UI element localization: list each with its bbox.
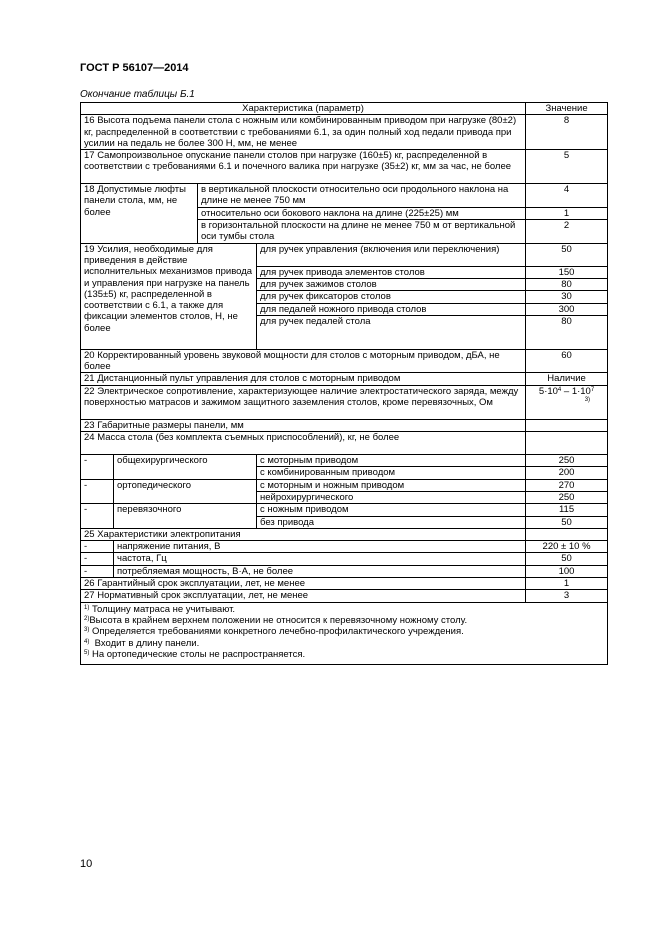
table-row — [81, 541, 608, 553]
row-18-value-1: 4 — [526, 184, 608, 208]
row-19-value-3: 80 — [526, 278, 608, 290]
row-19-value-4: 30 — [526, 291, 608, 303]
row-24-g1-sub-2: с комбинированным приводом — [257, 467, 526, 479]
row-22-exp-1: 4 — [557, 386, 562, 393]
table-row — [81, 349, 608, 373]
row-19-sub-2: для ручек привода элементов столов — [257, 266, 526, 278]
row-22-base-2: 1·10 — [571, 385, 591, 397]
footnote-4 — [84, 638, 604, 649]
footnote-1-text: Толщину матраса не учитывают. — [89, 603, 236, 615]
footnote-3-text: Определяется требованиями конкретного лечебно-профилактического учреждения. — [89, 626, 464, 638]
footnote-5-text: На ортопедические столы не распространяется. — [89, 648, 306, 660]
table-row — [81, 565, 608, 577]
row-18-label: 18 Допустимые люфты панели стола, мм, не более — [81, 184, 198, 243]
row-25-sub-3: потребляемая мощность, В·А, не более — [114, 565, 526, 577]
header-characteristic: Характеристика (параметр) — [81, 103, 526, 115]
table-row — [81, 150, 608, 184]
row-25-dash-3: - — [81, 565, 114, 577]
row-16-text: 16 Высота подъема панели стола с ножным или комбинированным приводом при нагрузке (80±2) кг, распределенной в соответствии с требованиями 6.1, за один полный ход педали привода при усилии на педаль не более 300 Н, мм, не менее — [81, 115, 526, 150]
table-row — [81, 528, 608, 540]
row-27-value: 3 — [526, 590, 608, 602]
row-20-text: 20 Корректированный уровень звуковой мощности для столов с моторным приводом, дБА, не более — [81, 349, 526, 373]
row-19-sub-4: для ручек фиксаторов столов — [257, 291, 526, 303]
row-19-sub-3: для ручек зажимов столов — [257, 278, 526, 290]
table-row — [81, 553, 608, 565]
row-18-value-3: 2 — [526, 220, 608, 244]
row-24-g1-value-1: 250 — [526, 455, 608, 467]
row-21-text: 21 Дистанционный пульт управления для столов с моторным приводом — [81, 373, 526, 385]
footnote-2 — [84, 615, 604, 626]
table-row — [81, 115, 608, 150]
row-24-g3-sub-1: с ножным приводом — [257, 504, 526, 516]
table-row — [81, 479, 608, 491]
row-24-g3-dash: - — [81, 504, 114, 529]
row-24-g2-sub-1: с моторным и ножным приводом — [257, 479, 526, 491]
row-18-sub-2: относительно оси бокового наклона на длине (225±25) мм — [198, 207, 526, 219]
row-18-sub-3: в горизонтальной плоскости на длине не менее 750 м от вертикальной оси тумбы стола — [198, 220, 526, 244]
table-row — [81, 432, 608, 455]
row-17-text: 17 Самопроизвольное опускание панели столов при нагрузке (160±5) кг, распределенной в соответствии с требованиями 6.1 и почечного валика при нагрузке (35±2) кг, мм за час, не более — [81, 150, 526, 184]
page-number: 10 — [80, 858, 93, 870]
row-24-g3-value-1: 115 — [526, 504, 608, 516]
row-24-g2-label: ортопедического — [114, 479, 257, 504]
row-24-g3-sub-2: без привода — [257, 516, 526, 528]
row-22-note: 3) — [584, 397, 591, 404]
footnote-3 — [84, 626, 604, 637]
row-27-text: 27 Нормативный срок эксплуатации, лет, не менее — [81, 590, 526, 602]
table-row — [81, 590, 608, 602]
row-19-label: 19 Усилия, необходимые для приведения в действие исполнительных механизмов привода и управления при нагрузке на панель (135±5) кг, распределенной в соответствии с 6.1, а также для фиксации элементов столов, Н, не более — [81, 243, 257, 349]
row-25-value-1: 220 ± 10 % — [526, 541, 608, 553]
row-24-g1-label: общехирургического — [114, 455, 257, 480]
row-25-dash-1: - — [81, 541, 114, 553]
table-row — [81, 455, 608, 467]
row-24-g2-sub-2: нейрохирургического — [257, 491, 526, 503]
table-row — [81, 504, 608, 516]
row-17-value: 5 — [526, 150, 608, 184]
footnotes-row — [81, 602, 608, 664]
row-19-value-2: 150 — [526, 266, 608, 278]
table-row — [81, 419, 608, 431]
row-22-text: 22 Электрическое сопротивление, характеризующее наличие электростатического заряда, между поверхностью матрасов и зажимом защитного заземления столов, кроме перевязочных, Ом — [81, 385, 526, 419]
row-22-exp-2: 7 — [590, 386, 595, 393]
row-24-g2-value-2: 250 — [526, 491, 608, 503]
row-22-value — [526, 385, 608, 419]
row-19-value-6: 80 — [526, 315, 608, 349]
row-25-text: 25 Характеристики электропитания — [81, 528, 526, 540]
table-caption: Окончание таблицы Б.1 — [80, 89, 195, 100]
row-22-base-1: 5·10 — [538, 385, 558, 397]
row-26-text: 26 Гарантийный срок эксплуатации, лет, не менее — [81, 578, 526, 590]
row-19-sub-5: для педалей ножного привода столов — [257, 303, 526, 315]
footnote-4-mark: 4) — [84, 638, 90, 645]
header-value: Значение — [526, 103, 608, 115]
table-row — [81, 385, 608, 419]
row-25-dash-2: - — [81, 553, 114, 565]
table-row — [81, 184, 608, 208]
row-23-value — [526, 419, 608, 431]
row-18-value-2: 1 — [526, 207, 608, 219]
row-18-sub-1: в вертикальной плоскости относительно оси продольного наклона на длине не менее 750 мм — [198, 184, 526, 208]
footnote-2-text: Высота в крайнем верхнем положении не относится к перевязочному ножному столу. — [89, 614, 468, 626]
footnote-1-mark: 1) — [84, 604, 90, 611]
row-26-value: 1 — [526, 578, 608, 590]
row-22-dash: – — [561, 385, 572, 397]
row-24-g3-label: перевязочного — [114, 504, 257, 529]
row-25-sub-2: частота, Гц — [114, 553, 526, 565]
footnote-5-mark: 5) — [84, 649, 90, 656]
footnote-5 — [84, 649, 604, 660]
row-21-value: Наличие — [526, 373, 608, 385]
footnote-1 — [84, 604, 604, 615]
row-24-g2-value-1: 270 — [526, 479, 608, 491]
row-25-value — [526, 528, 608, 540]
row-24-g3-value-2: 50 — [526, 516, 608, 528]
row-24-text: 24 Масса стола (без комплекта съемных приспособлений), кг, не более — [81, 432, 526, 455]
specification-table — [80, 102, 608, 665]
row-25-sub-1: напряжение питания, В — [114, 541, 526, 553]
row-25-value-3: 100 — [526, 565, 608, 577]
row-19-sub-6: для ручек педалей стола — [257, 315, 526, 349]
row-25-value-2: 50 — [526, 553, 608, 565]
footnotes — [81, 602, 608, 664]
row-19-value-1: 50 — [526, 243, 608, 266]
row-19-value-5: 300 — [526, 303, 608, 315]
row-24-value — [526, 432, 608, 455]
document-id: ГОСТ Р 56107—2014 — [80, 62, 189, 74]
table-row — [81, 578, 608, 590]
table-row — [81, 243, 608, 266]
footnote-4-text: Входит в длину панели. — [89, 637, 200, 649]
row-24-g1-value-2: 200 — [526, 467, 608, 479]
footnote-2-mark: 2) — [84, 615, 90, 622]
table-row — [81, 373, 608, 385]
row-23-text: 23 Габаритные размеры панели, мм — [81, 419, 526, 431]
row-16-value: 8 — [526, 115, 608, 150]
table-header-row — [81, 103, 608, 115]
row-24-g1-dash: - — [81, 455, 114, 480]
row-24-g1-sub-1: с моторным приводом — [257, 455, 526, 467]
row-24-g2-dash: - — [81, 479, 114, 504]
footnote-3-mark: 3) — [84, 627, 90, 634]
row-20-value: 60 — [526, 349, 608, 373]
row-19-sub-1: для ручек управления (включения или переключения) — [257, 243, 526, 266]
